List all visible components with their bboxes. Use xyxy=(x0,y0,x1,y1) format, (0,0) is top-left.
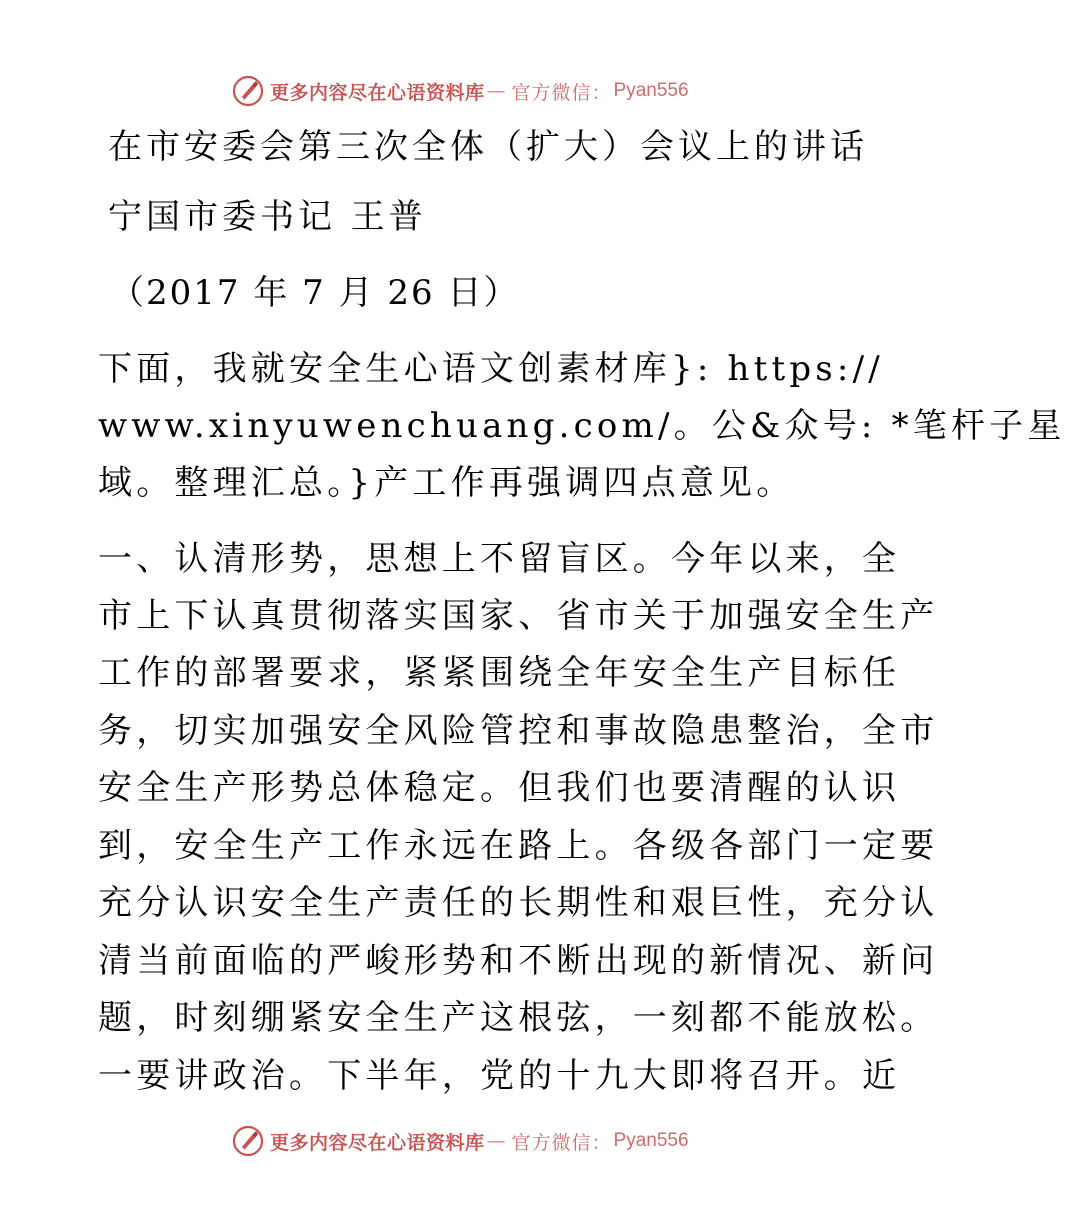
document-date: （2017 年 7 月 26 日） xyxy=(110,273,520,313)
banner-wechat-id: Pyan556 xyxy=(613,1130,689,1151)
document-title: 在市安委会第三次全体（扩大）会议上的讲话 xyxy=(108,127,868,167)
body-line: 一要讲政治。下半年，党的十九大即将召开。近 xyxy=(98,1056,901,1096)
pen-logo-icon xyxy=(232,75,264,107)
body-line: 充分认识安全生产责任的长期性和艰巨性，充分认 xyxy=(98,883,939,923)
document-author: 宁国市委书记 王普 xyxy=(108,197,427,237)
body-line: 题，时刻绷紧安全生产这根弦，一刻都不能放松。 xyxy=(98,998,939,1038)
body-line: 清当前面临的严峻形势和不断出现的新情况、新问 xyxy=(98,941,939,981)
body-line: 一、认清形势，思想上不留盲区。今年以来，全 xyxy=(98,539,901,579)
body-line: www.xinyuwenchuang.com/。公&众号: *笔杆子星 xyxy=(98,406,1066,446)
body-line: 安全生产形势总体稳定。但我们也要清醒的认识 xyxy=(98,768,901,808)
banner-main-text: 更多内容尽在心语资料库 xyxy=(270,1131,485,1154)
body-line: 务，切实加强安全风险管控和事故隐患整治，全市 xyxy=(98,711,939,751)
body-line: 下面，我就安全生心语文创素材库}: https:// xyxy=(98,349,884,389)
footer-banner xyxy=(232,1124,689,1158)
body-line: 到，安全生产工作永远在路上。各级各部门一定要 xyxy=(98,826,939,866)
banner-main-text: 更多内容尽在心语资料库 xyxy=(270,81,485,104)
body-line: 市上下认真贯彻落实国家、省市关于加强安全生产 xyxy=(98,596,939,636)
banner-separator: — xyxy=(486,80,506,102)
banner-wechat-label: 官方微信： xyxy=(511,81,612,104)
banner-wechat-label: 官方微信： xyxy=(511,1131,612,1154)
body-line: 域。整理汇总。}产工作再强调四点意见。 xyxy=(98,463,795,503)
header-banner xyxy=(232,74,689,108)
banner-wechat-id: Pyan556 xyxy=(613,80,689,101)
banner-separator: — xyxy=(486,1130,506,1152)
body-line: 工作的部署要求，紧紧围绕全年安全生产目标任 xyxy=(98,653,901,693)
pen-logo-icon xyxy=(232,1125,264,1157)
